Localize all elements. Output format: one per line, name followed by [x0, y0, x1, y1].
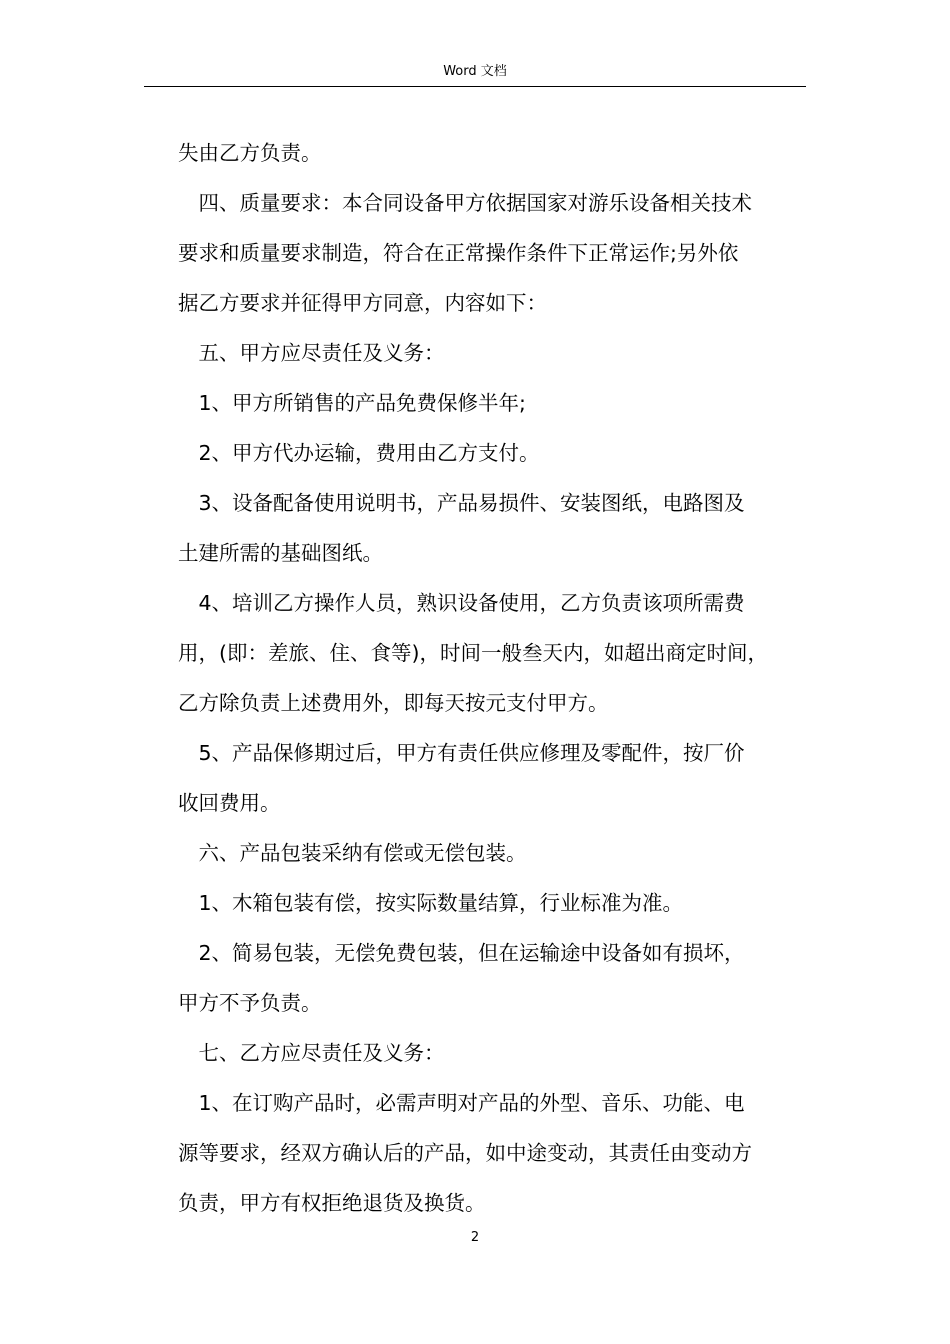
document-body — [178, 128, 808, 1228]
text-line: 四、质量要求：本合同设备甲方依据国家对游乐设备相关技术 — [178, 191, 752, 215]
text-line: 源等要求，经双方确认后的产品，如中途变动，其责任由变动方 — [178, 1141, 752, 1165]
text-line: 土建所需的基础图纸。 — [178, 541, 383, 565]
text-line: 据乙方要求并征得甲方同意，内容如下： — [178, 291, 547, 315]
text-line: 六、产品包装采纳有偿或无偿包装。 — [178, 841, 527, 865]
text-line: 失由乙方负责。 — [178, 141, 322, 165]
text-line: 负责，甲方有权拒绝退货及换货。 — [178, 1191, 486, 1215]
text-line: 七、乙方应尽责任及义务： — [178, 1041, 445, 1065]
text-line: 乙方除负责上述费用外，即每天按元支付甲方。 — [178, 691, 609, 715]
page-number: 2 — [470, 1230, 480, 1245]
text-line: 1、在订购产品时，必需声明对产品的外型、音乐、功能、电 — [178, 1091, 745, 1115]
text-line: 2、甲方代办运输，费用由乙方支付。 — [178, 441, 540, 465]
text-line: 5、产品保修期过后，甲方有责任供应修理及零配件，按厂价 — [178, 741, 745, 765]
text-line: 2、简易包装，无偿免费包装，但在运输途中设备如有损坏， — [178, 941, 745, 965]
text-line: 3、设备配备使用说明书，产品易损件、安装图纸，电路图及 — [178, 491, 745, 515]
text-line: 1、甲方所销售的产品免费保修半年; — [178, 391, 526, 415]
header-rule — [144, 86, 806, 87]
text-line: 收回费用。 — [178, 791, 281, 815]
text-line: 要求和质量要求制造，符合在正常操作条件下正常运作;另外依 — [178, 241, 739, 265]
text-line: 1、木箱包装有偿，按实际数量结算，行业标准为准。 — [178, 891, 684, 915]
text-line: 甲方不予负责。 — [178, 991, 322, 1015]
text-line: 4、培训乙方操作人员，熟识设备使用，乙方负责该项所需费 — [178, 591, 745, 615]
text-line: 用，(即：差旅、住、食等)，时间一般叁天内，如超出商定时间， — [178, 641, 768, 665]
text-line: 五、甲方应尽责任及义务： — [178, 341, 445, 365]
page-header: Word 文档 — [443, 64, 507, 79]
